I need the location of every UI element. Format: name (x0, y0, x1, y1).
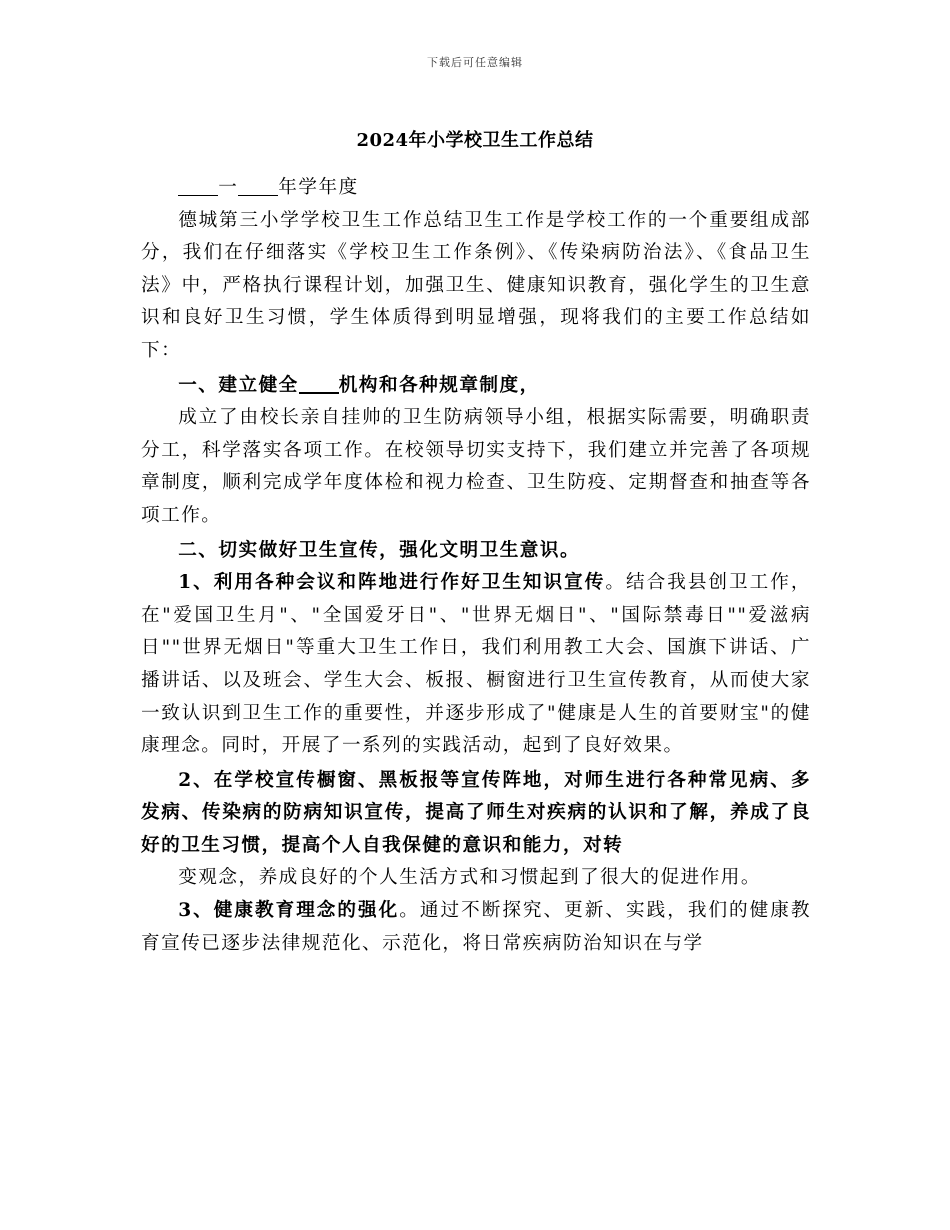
section2-item1-text: 。结合我县创卫工作，在"爱国卫生月"、"全国爱牙日"、"世界无烟日"、"国际禁毒日""爱滋病日""世界无烟日"等重大卫生工作日，我们利用教工大会、国旗下讲话、广播讲话、以及班会、学生大会、板报、橱窗进行卫生宣传教育，从而使大家一致认识到卫生工作的重要性，并逐步形成了"健康是人生的首要财宝"的健康理念。同时，开展了一系列的实践活动，起到了良好效果。 (141, 572, 811, 757)
school-year-suffix: 年学年度 (278, 177, 359, 198)
section2-item3-lead: 3、健康教育理念的强化 (178, 900, 400, 922)
blank-line (238, 177, 278, 196)
section2-item1-lead: 1、利用各种会议和阵地进行作好卫生知识宣传 (178, 572, 606, 594)
header-note: 下载后可任意编辑 (427, 56, 523, 69)
section1-heading-part-a: 一、建立健全 (178, 374, 299, 396)
section1-paragraph: 成立了由校长亲自挂帅的卫生防病领导小组，根据实际需要，明确职责分工，科学落实各项工作。在校领导切实支持下，我们建立并完善了各项规章制度，顺利完成学年度体检和视力检查、卫生防疫、定期督查和抽查等各项工作。 (141, 407, 811, 526)
document-body (141, 172, 811, 960)
document-title: 2024年小学校卫生工作总结 (356, 130, 594, 151)
intro-paragraph: 德城第三小学学校卫生工作总结卫生工作是学校工作的一个重要组成部分，我们在仔细落实《学校卫生工作条例》、《传染病防治法》、《食品卫生法》中，严格执行课程计划，加强卫生、健康知识教育，强化学生的卫生意识和良好卫生习惯，学生体质得到明显增强，现将我们的主要工作总结如下： (141, 209, 811, 361)
section2-item2-text: 变观念，养成良好的个人生活方式和习惯起到了很大的促进作用。 (178, 867, 761, 889)
school-year-prefix: 一 (218, 177, 239, 198)
school-year-line (141, 172, 811, 205)
section2-heading: 二、切实做好卫生宣传，强化文明卫生意识。 (178, 539, 581, 561)
section2-item3-text: 。通过不断探究、更新、实践，我们的健康教育宣传已逐步法律规范化、示范化，将日常疾病防治知识在与学 (141, 900, 811, 954)
section1-heading-part-b: 机构和各种规章制度， (338, 374, 540, 396)
section2-item3 (141, 895, 811, 960)
section1-heading (141, 370, 811, 403)
blank-line (178, 177, 218, 196)
section2-item1 (141, 567, 811, 763)
section2-item2-lead: 2、在学校宣传橱窗、黑板报等宣传阵地，对师生进行各种常见病、多发病、传染病的防病知识宣传，提高了师生对疾病的认识和了解，养成了良好的卫生习惯，提高个人自我保健的意识和能力，对转 (141, 769, 811, 856)
blank-line (299, 374, 339, 394)
